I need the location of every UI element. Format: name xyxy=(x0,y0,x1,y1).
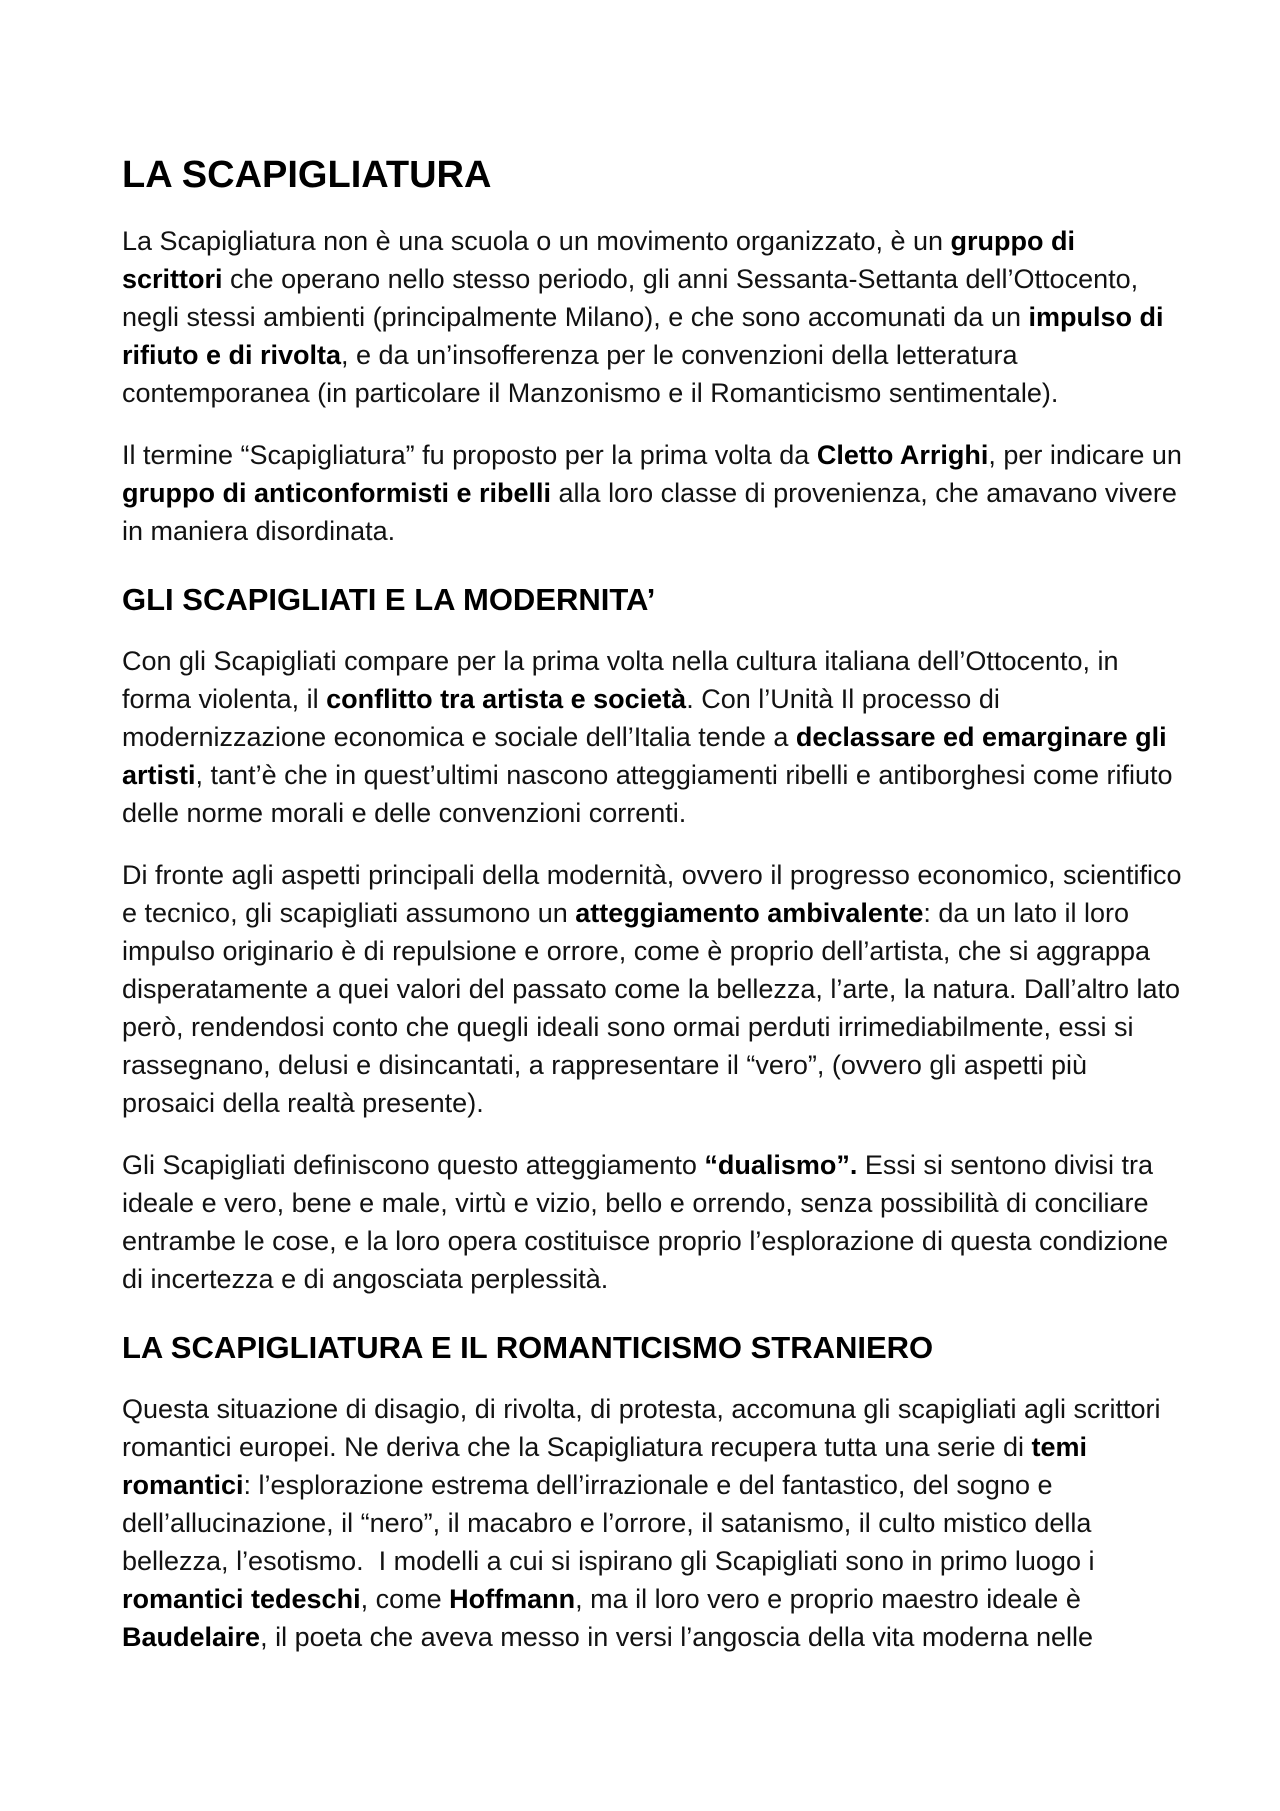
paragraph xyxy=(122,1146,1182,1298)
bold-text-run: Cletto Arrighi xyxy=(816,440,989,470)
text-run: Con gli Scapigliati compare per la prima volta nella cultura italiana dell’Ottocento, in forma violenta, il xyxy=(122,646,1119,714)
text-run: alla loro classe di provenienza, che amavano vivere in maniera disordinata. xyxy=(122,478,1177,546)
bold-text-run: declassare ed emarginare gli artisti xyxy=(122,722,1167,790)
document-title: LA SCAPIGLIATURA xyxy=(122,154,492,196)
text-run: , e da un’insofferenza per le convenzioni della letteratura contemporanea (in particolare il Manzonismo e il Romanticismo sentimentale). xyxy=(122,340,1059,408)
bold-text-run: “dualismo”. xyxy=(704,1150,858,1180)
document-body xyxy=(122,222,1182,1656)
bold-text-run: impulso di rifiuto e di rivolta xyxy=(122,302,1164,370)
section-heading: LA SCAPIGLIATURA E IL ROMANTICISMO STRANIERO xyxy=(122,1330,934,1365)
text-run: , il poeta che aveva messo in versi l’angoscia della vita moderna nelle xyxy=(260,1622,1094,1652)
bold-text-run: Hoffmann xyxy=(449,1584,576,1614)
text-run: Gli Scapigliati definiscono questo atteggiamento xyxy=(122,1150,705,1180)
text-run: Di fronte agli aspetti principali della modernità, ovvero il progresso economico, scientifico e tecnico, gli scapigliati assumono un xyxy=(122,860,1182,928)
bold-text-run: temi romantici xyxy=(122,1432,1088,1500)
text-run: Essi si sentono divisi tra ideale e vero, bene e male, virtù e vizio, bello e orrendo, senza possibilità di conciliare entrambe le cose, e la loro opera costituisce proprio l’esplorazione di questa condizione di incertezza e di angosciata perplessità. xyxy=(122,1150,1169,1294)
paragraph xyxy=(122,856,1182,1122)
bold-text-run: romantici tedeschi xyxy=(122,1584,361,1614)
text-run: . Con l’Unità Il processo di modernizzazione economica e sociale dell’Italia tende a xyxy=(122,684,1000,752)
bold-text-run: Baudelaire xyxy=(122,1622,261,1652)
bold-text-run: gruppo di anticonformisti e ribelli xyxy=(122,478,552,508)
text-run: : da un lato il loro impulso originario è di repulsione e orrore, come è proprio dell’artista, che si aggrappa disperatamente a quei valori del passato come la bellezza, l’arte, la natura. Dall’altro lato però, rendendosi conto che quegli ideali sono ormai perduti irrimediabilmente, essi si rassegnano, delusi e disincantati, a rappresentare il “vero”, (ovvero gli aspetti più prosaici della realtà presente). xyxy=(122,898,1181,1118)
section-heading: GLI SCAPIGLIATI E LA MODERNITA’ xyxy=(122,582,656,617)
text-run: Questa situazione di disagio, di rivolta, di protesta, accomuna gli scapigliati agli scrittori romantici europei. Ne deriva che la Scapigliatura recupera tutta una serie di xyxy=(122,1394,1161,1462)
text-run: : l’esplorazione estrema dell’irrazionale e del fantastico, del sogno e dell’allucinazione, il “nero”, il macabro e l’orrore, il satanismo, il culto mistico della bellezza, l’esotismo. I modelli a cui si ispirano gli Scapigliati sono in primo luogo i xyxy=(122,1470,1095,1576)
text-run: , ma il loro vero e proprio maestro ideale è xyxy=(575,1584,1081,1614)
text-run: , per indicare un xyxy=(988,440,1182,470)
bold-text-run: gruppo di scrittori xyxy=(122,226,1076,294)
text-run: , tant’è che in quest’ultimi nascono atteggiamenti ribelli e antiborghesi come rifiuto delle norme morali e delle convenzioni correnti. xyxy=(122,760,1173,828)
text-run: Il termine “Scapigliatura” fu proposto per la prima volta da xyxy=(122,440,817,470)
bold-text-run: atteggiamento ambivalente xyxy=(575,898,924,928)
bold-text-run: conflitto tra artista e società xyxy=(326,684,687,714)
paragraph xyxy=(122,642,1182,832)
paragraph xyxy=(122,222,1182,412)
paragraph xyxy=(122,436,1182,550)
paragraph xyxy=(122,1390,1182,1656)
text-run: che operano nello stesso periodo, gli anni Sessanta-Settanta dell’Ottocento, negli stessi ambienti (principalmente Milano), e che sono accomunati da un xyxy=(122,264,1139,332)
text-run: , come xyxy=(360,1584,450,1614)
text-run: La Scapigliatura non è una scuola o un movimento organizzato, è un xyxy=(122,226,951,256)
